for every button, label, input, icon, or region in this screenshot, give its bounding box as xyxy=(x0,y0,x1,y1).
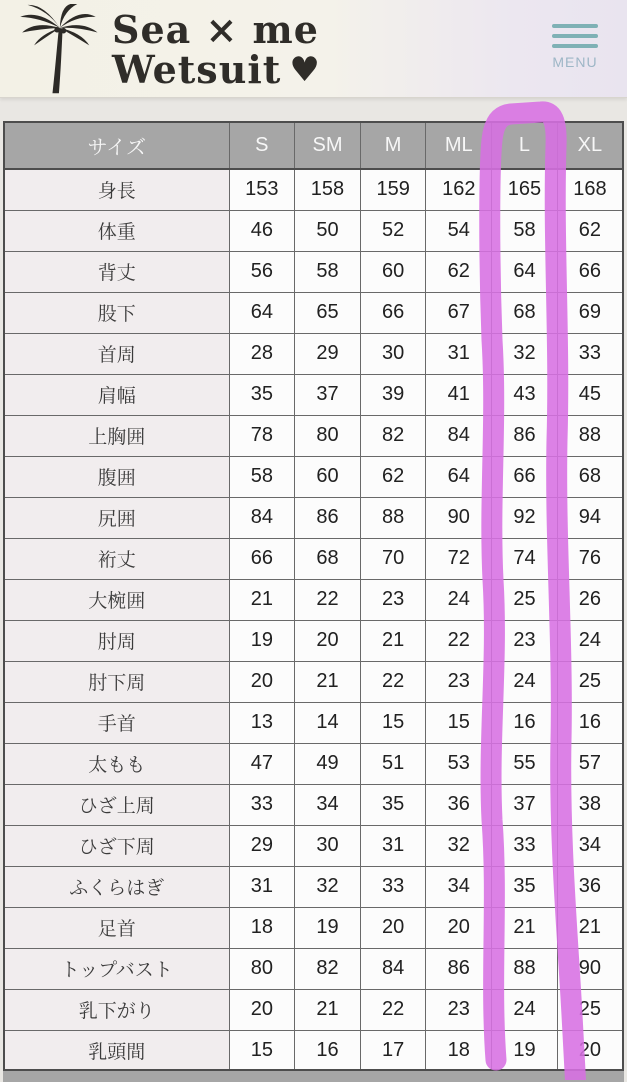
measurement-label: 首周 xyxy=(4,333,229,374)
measurement-cell: 60 xyxy=(295,456,361,497)
measurement-cell: 86 xyxy=(426,948,492,989)
measurement-cell: 86 xyxy=(295,497,361,538)
measurement-cell: 18 xyxy=(229,907,295,948)
measurement-cell: 25 xyxy=(492,579,558,620)
measurement-cell: 84 xyxy=(426,415,492,456)
measurement-cell: 76 xyxy=(557,538,623,579)
measurement-cell: 80 xyxy=(229,948,295,989)
table-row xyxy=(4,210,623,251)
measurement-cell: 33 xyxy=(557,333,623,374)
measurement-cell: 22 xyxy=(426,620,492,661)
measurement-label: 肘周 xyxy=(4,620,229,661)
table-row xyxy=(4,743,623,784)
measurement-cell: 39 xyxy=(360,374,426,415)
measurement-label: ひざ上周 xyxy=(4,784,229,825)
table-row xyxy=(4,579,623,620)
measurement-cell: 30 xyxy=(360,333,426,374)
measurement-cell: 19 xyxy=(295,907,361,948)
table-row xyxy=(4,948,623,989)
measurement-cell: 68 xyxy=(557,456,623,497)
menu-label: MENU xyxy=(552,54,598,70)
measurement-cell: 35 xyxy=(360,784,426,825)
table-row xyxy=(4,497,623,538)
measurement-cell: 33 xyxy=(360,866,426,907)
measurement-cell: 20 xyxy=(229,989,295,1030)
measurement-cell: 68 xyxy=(492,292,558,333)
site-logo xyxy=(12,4,321,96)
measurement-cell: 53 xyxy=(426,743,492,784)
measurement-label: 肩幅 xyxy=(4,374,229,415)
measurement-cell: 159 xyxy=(360,169,426,210)
measurement-cell: 38 xyxy=(557,784,623,825)
measurement-cell: 165 xyxy=(492,169,558,210)
measurement-cell: 24 xyxy=(492,989,558,1030)
measurement-cell: 92 xyxy=(492,497,558,538)
measurement-cell: 21 xyxy=(295,661,361,702)
measurement-cell: 15 xyxy=(426,702,492,743)
measurement-cell: 25 xyxy=(557,661,623,702)
measurement-cell: 21 xyxy=(492,907,558,948)
measurement-cell: 37 xyxy=(492,784,558,825)
table-row xyxy=(4,292,623,333)
measurement-cell: 80 xyxy=(295,415,361,456)
measurement-cell: 20 xyxy=(557,1030,623,1071)
measurement-label: 腹囲 xyxy=(4,456,229,497)
measurement-cell: 64 xyxy=(229,292,295,333)
measurement-cell: 50 xyxy=(295,210,361,251)
measurement-cell: 29 xyxy=(229,825,295,866)
measurement-cell: 35 xyxy=(492,866,558,907)
measurement-cell: 23 xyxy=(426,661,492,702)
measurement-label: 大椀囲 xyxy=(4,579,229,620)
site-header xyxy=(0,0,627,98)
measurement-cell: 21 xyxy=(295,989,361,1030)
table-row xyxy=(4,538,623,579)
measurement-cell: 51 xyxy=(360,743,426,784)
measurement-cell: 46 xyxy=(229,210,295,251)
table-row xyxy=(4,169,623,210)
size-column-header: SM xyxy=(295,122,361,169)
table-row xyxy=(4,866,623,907)
size-header-row xyxy=(4,122,623,169)
measurement-label: 身長 xyxy=(4,169,229,210)
measurement-cell: 49 xyxy=(295,743,361,784)
measurement-cell: 20 xyxy=(295,620,361,661)
measurement-cell: 55 xyxy=(492,743,558,784)
measurement-cell: 86 xyxy=(492,415,558,456)
table-row xyxy=(4,825,623,866)
measurement-cell: 45 xyxy=(557,374,623,415)
measurement-cell: 82 xyxy=(360,415,426,456)
measurement-cell: 32 xyxy=(295,866,361,907)
measurement-cell: 94 xyxy=(557,497,623,538)
measurement-cell: 19 xyxy=(492,1030,558,1071)
measurement-cell: 23 xyxy=(360,579,426,620)
measurement-cell: 17 xyxy=(360,1030,426,1071)
measurement-label: 尻囲 xyxy=(4,497,229,538)
measurement-cell: 32 xyxy=(492,333,558,374)
palm-tree-icon xyxy=(12,4,104,96)
measurement-cell: 64 xyxy=(492,251,558,292)
measurement-cell: 64 xyxy=(426,456,492,497)
measurement-cell: 88 xyxy=(557,415,623,456)
measurement-cell: 57 xyxy=(557,743,623,784)
measurement-cell: 22 xyxy=(360,989,426,1030)
measurement-cell: 19 xyxy=(229,620,295,661)
measurement-cell: 21 xyxy=(360,620,426,661)
size-table-body xyxy=(4,169,623,1071)
measurement-cell: 21 xyxy=(557,907,623,948)
measurement-cell: 33 xyxy=(492,825,558,866)
size-column-header: XL xyxy=(557,122,623,169)
size-column-header: ML xyxy=(426,122,492,169)
table-row xyxy=(4,456,623,497)
measurement-cell: 24 xyxy=(557,620,623,661)
measurement-cell: 15 xyxy=(229,1030,295,1071)
table-row xyxy=(4,374,623,415)
measurement-cell: 58 xyxy=(492,210,558,251)
logo-wordmark xyxy=(112,7,321,92)
measurement-label: 足首 xyxy=(4,907,229,948)
measurement-cell: 29 xyxy=(295,333,361,374)
measurement-cell: 16 xyxy=(492,702,558,743)
table-row xyxy=(4,1030,623,1071)
size-header-label: サイズ xyxy=(4,122,229,169)
measurement-cell: 66 xyxy=(229,538,295,579)
measurement-cell: 70 xyxy=(360,538,426,579)
measurement-cell: 14 xyxy=(295,702,361,743)
measurement-cell: 162 xyxy=(426,169,492,210)
measurement-label: 太もも xyxy=(4,743,229,784)
measurement-cell: 24 xyxy=(492,661,558,702)
size-chart-table xyxy=(3,121,624,1072)
measurement-cell: 23 xyxy=(426,989,492,1030)
measurement-cell: 31 xyxy=(426,333,492,374)
measurement-cell: 16 xyxy=(295,1030,361,1071)
measurement-cell: 31 xyxy=(229,866,295,907)
table-row xyxy=(4,784,623,825)
measurement-cell: 37 xyxy=(295,374,361,415)
measurement-cell: 26 xyxy=(557,579,623,620)
measurement-cell: 78 xyxy=(229,415,295,456)
measurement-cell: 90 xyxy=(426,497,492,538)
measurement-cell: 13 xyxy=(229,702,295,743)
measurement-cell: 22 xyxy=(360,661,426,702)
measurement-cell: 41 xyxy=(426,374,492,415)
measurement-cell: 24 xyxy=(426,579,492,620)
measurement-cell: 58 xyxy=(295,251,361,292)
measurement-cell: 22 xyxy=(295,579,361,620)
measurement-cell: 34 xyxy=(557,825,623,866)
measurement-label: ふくらはぎ xyxy=(4,866,229,907)
measurement-cell: 82 xyxy=(295,948,361,989)
measurement-cell: 16 xyxy=(557,702,623,743)
logo-line1: Sea × me xyxy=(112,7,319,52)
measurement-cell: 62 xyxy=(557,210,623,251)
measurement-cell: 36 xyxy=(426,784,492,825)
measurement-cell: 72 xyxy=(426,538,492,579)
measurement-label: ひざ下周 xyxy=(4,825,229,866)
table-row xyxy=(4,620,623,661)
size-chart-section xyxy=(3,121,624,1072)
next-section-strip xyxy=(3,1069,624,1082)
measurement-cell: 31 xyxy=(360,825,426,866)
measurement-cell: 62 xyxy=(426,251,492,292)
measurement-cell: 34 xyxy=(426,866,492,907)
measurement-cell: 15 xyxy=(360,702,426,743)
logo-line2: Wetsuit xyxy=(112,46,282,92)
measurement-cell: 68 xyxy=(295,538,361,579)
menu-button[interactable] xyxy=(547,24,603,70)
measurement-cell: 66 xyxy=(492,456,558,497)
measurement-cell: 25 xyxy=(557,989,623,1030)
measurement-cell: 23 xyxy=(492,620,558,661)
measurement-cell: 65 xyxy=(295,292,361,333)
measurement-cell: 58 xyxy=(229,456,295,497)
measurement-cell: 168 xyxy=(557,169,623,210)
measurement-cell: 88 xyxy=(360,497,426,538)
measurement-label: 乳下がり xyxy=(4,989,229,1030)
measurement-cell: 18 xyxy=(426,1030,492,1071)
size-column-header: S xyxy=(229,122,295,169)
measurement-label: 体重 xyxy=(4,210,229,251)
measurement-cell: 62 xyxy=(360,456,426,497)
measurement-cell: 158 xyxy=(295,169,361,210)
measurement-cell: 32 xyxy=(426,825,492,866)
hamburger-icon xyxy=(552,24,598,48)
measurement-cell: 88 xyxy=(492,948,558,989)
measurement-cell: 54 xyxy=(426,210,492,251)
measurement-cell: 84 xyxy=(360,948,426,989)
measurement-cell: 36 xyxy=(557,866,623,907)
measurement-cell: 35 xyxy=(229,374,295,415)
measurement-cell: 69 xyxy=(557,292,623,333)
measurement-cell: 20 xyxy=(360,907,426,948)
measurement-label: 裄丈 xyxy=(4,538,229,579)
size-column-header: M xyxy=(360,122,426,169)
table-row xyxy=(4,251,623,292)
measurement-cell: 67 xyxy=(426,292,492,333)
measurement-cell: 90 xyxy=(557,948,623,989)
table-row xyxy=(4,333,623,374)
measurement-cell: 66 xyxy=(360,292,426,333)
measurement-cell: 34 xyxy=(295,784,361,825)
table-row xyxy=(4,989,623,1030)
size-column-header: L xyxy=(492,122,558,169)
measurement-cell: 60 xyxy=(360,251,426,292)
measurement-cell: 28 xyxy=(229,333,295,374)
measurement-label: 乳頭間 xyxy=(4,1030,229,1071)
measurement-cell: 33 xyxy=(229,784,295,825)
measurement-cell: 20 xyxy=(426,907,492,948)
measurement-label: 股下 xyxy=(4,292,229,333)
table-row xyxy=(4,661,623,702)
measurement-cell: 153 xyxy=(229,169,295,210)
measurement-label: トップバスト xyxy=(4,948,229,989)
measurement-label: 背丈 xyxy=(4,251,229,292)
measurement-cell: 30 xyxy=(295,825,361,866)
measurement-cell: 21 xyxy=(229,579,295,620)
measurement-cell: 43 xyxy=(492,374,558,415)
table-row xyxy=(4,415,623,456)
measurement-cell: 20 xyxy=(229,661,295,702)
heart-icon: ♥ xyxy=(289,49,321,90)
table-row xyxy=(4,907,623,948)
measurement-cell: 47 xyxy=(229,743,295,784)
measurement-label: 手首 xyxy=(4,702,229,743)
measurement-cell: 74 xyxy=(492,538,558,579)
measurement-label: 上胸囲 xyxy=(4,415,229,456)
measurement-label: 肘下周 xyxy=(4,661,229,702)
table-row xyxy=(4,702,623,743)
measurement-cell: 56 xyxy=(229,251,295,292)
measurement-cell: 52 xyxy=(360,210,426,251)
measurement-cell: 84 xyxy=(229,497,295,538)
measurement-cell: 66 xyxy=(557,251,623,292)
